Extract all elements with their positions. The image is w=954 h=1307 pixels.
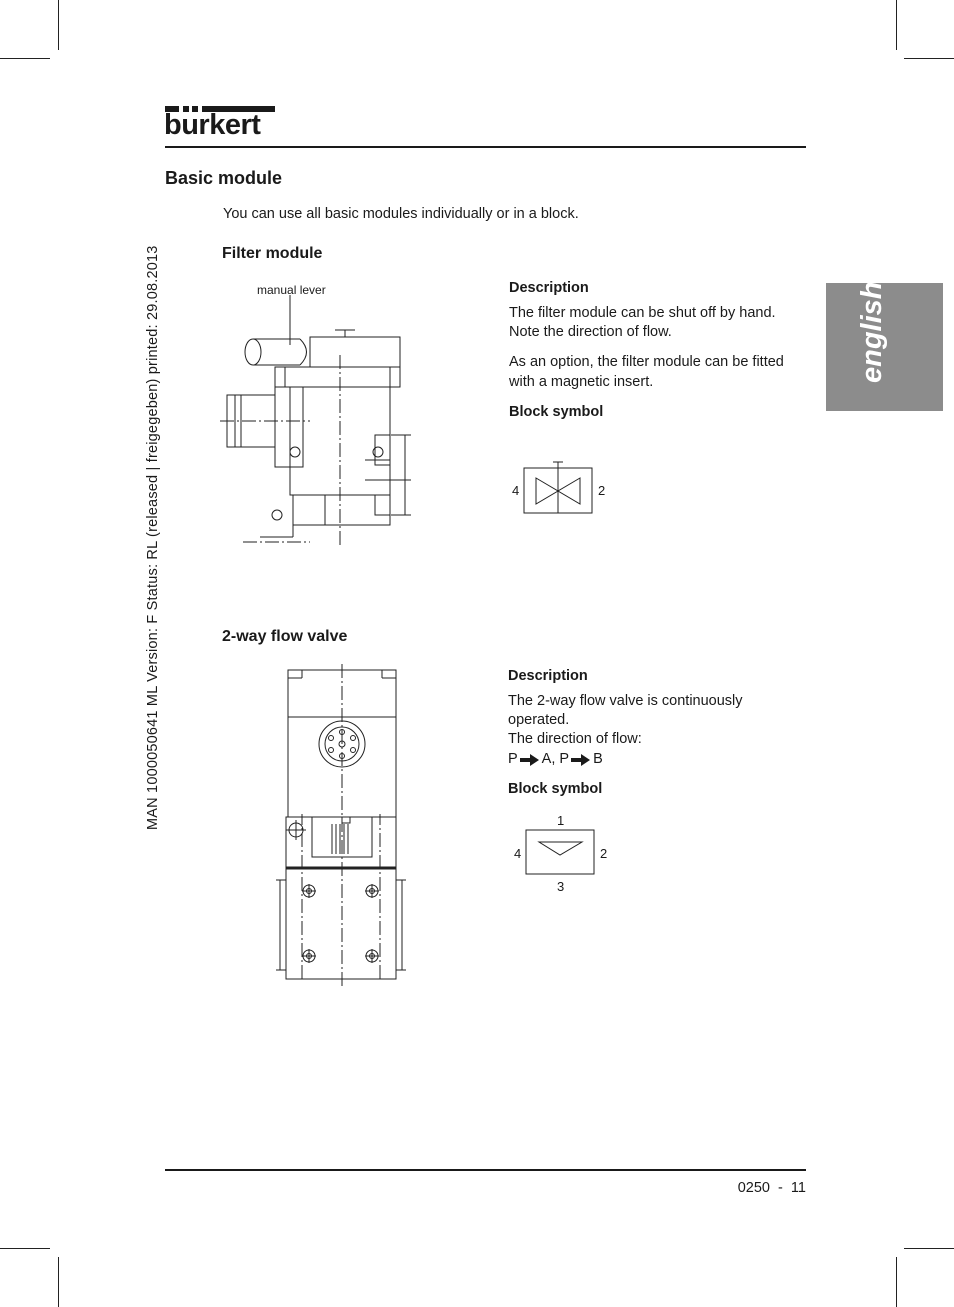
document-status-text: MAN 1000050641 ML Version: F Status: RL (released | freigegeben) printed: 29.08.2013 [145,245,161,830]
arrow-right-icon [571,753,591,767]
crop-mark [904,58,954,59]
footer-rule [165,1169,806,1171]
filter-description-line: Note the direction of flow. [509,324,672,340]
flow-direction [508,750,603,769]
crop-mark [58,1257,59,1307]
flow-valve-port-top: 1 [557,813,565,828]
burkert-logo [165,106,275,140]
crop-mark [896,1257,897,1307]
flow-valve-port-right: 2 [600,846,608,861]
language-tab [826,283,943,411]
flow-valve-description-heading: Description [508,668,588,684]
language-tab-label: english [856,281,888,383]
crop-mark [58,0,59,50]
filter-port-right: 2 [598,483,606,498]
flow-valve-drawing [272,664,412,988]
manual-lever-callout: manual lever [257,283,326,297]
flow-valve-description-line: The direction of flow: [508,731,642,747]
crop-mark [904,1248,954,1249]
flow-valve-port-left: 4 [514,846,522,861]
arrow-right-icon [520,753,540,767]
filter-module-drawing [215,295,415,550]
flow-port-p: P [508,751,518,767]
section-intro: You can use all basic modules individually or in a block. [223,206,579,222]
page-number: 0250 - 11 [737,1180,806,1196]
flow-port-a: A, P [541,751,570,767]
filter-description-line: The filter module can be shut off by hand. [509,305,776,321]
flow-valve-description-line: The 2-way flow valve is continuously [508,693,743,709]
filter-description-line: As an option, the filter module can be fitted [509,354,784,370]
filter-block-symbol-heading: Block symbol [509,404,604,420]
header-rule [165,146,806,148]
flow-valve-title: 2-way flow valve [222,628,348,645]
flow-valve-port-bottom: 3 [557,879,565,894]
filter-port-left: 4 [512,483,520,498]
crop-mark [896,0,897,50]
filter-block-symbol [520,460,600,518]
flow-valve-block-symbol [524,828,598,878]
section-title: Basic module [165,168,283,188]
flow-valve-description-line: operated. [508,712,570,728]
flow-port-b: B [593,751,603,767]
filter-module-title: Filter module [222,245,323,262]
filter-description-heading: Description [509,280,589,296]
filter-description-line: with a magnetic insert. [509,374,654,390]
logo-text: burkert [164,109,261,141]
flow-valve-block-symbol-heading: Block symbol [508,781,603,797]
crop-mark [0,1248,50,1249]
crop-mark [0,58,50,59]
